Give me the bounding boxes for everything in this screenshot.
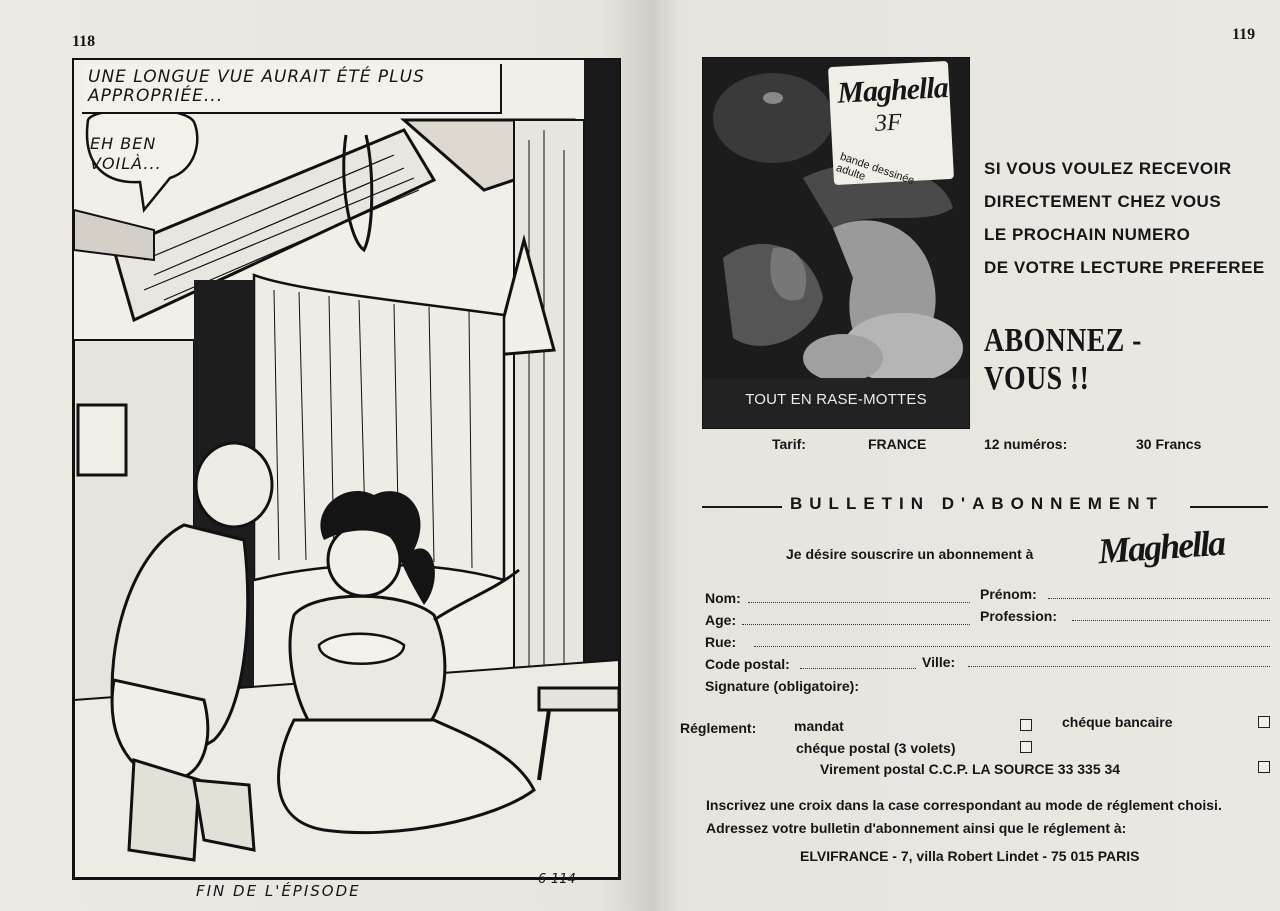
tarif-label: Tarif: xyxy=(772,436,806,452)
profession-field[interactable] xyxy=(1072,620,1270,621)
tarif-country: FRANCE xyxy=(868,436,927,452)
subscription-text: Je désire souscrire un abonnement à xyxy=(786,546,1034,562)
code-postal-field[interactable] xyxy=(800,668,916,669)
prenom-field[interactable] xyxy=(1048,598,1270,599)
tarif-issues: 12 numéros: xyxy=(984,436,1068,452)
divider-right xyxy=(1190,506,1268,508)
virement-label: Virement postal C.C.P. LA SOURCE 33 335 34 xyxy=(820,761,1121,777)
instruction-line: Adressez votre bulletin d'abonnement ainsi que le réglement à: xyxy=(706,820,1127,836)
cheque-bancaire-label: chéque bancaire xyxy=(1062,714,1173,730)
rue-field[interactable] xyxy=(754,646,1270,647)
cover-price: 3F xyxy=(874,109,903,137)
nom-field[interactable] xyxy=(748,602,970,603)
promo-text xyxy=(984,152,1265,284)
prenom-label: Prénom: xyxy=(980,586,1037,602)
subscribe-headline: ABONNEZ - VOUS !! xyxy=(984,322,1142,397)
age-field[interactable] xyxy=(742,624,970,625)
comic-illustration xyxy=(74,60,619,878)
reglement-label: Réglement: xyxy=(680,720,757,736)
subscription-logo: Maghella xyxy=(1096,522,1226,572)
virement-checkbox[interactable] xyxy=(1258,761,1270,773)
rue-label: Rue: xyxy=(705,634,737,650)
cheque-bancaire-checkbox[interactable] xyxy=(1258,716,1270,728)
mailing-address: ELVIFRANCE - 7, villa Robert Lindet - 75 015 PARIS xyxy=(800,848,1140,864)
promo-line: DIRECTEMENT CHEZ VOUS xyxy=(984,192,1222,211)
page-number-left: 118 xyxy=(72,33,96,50)
age-label: Age: xyxy=(705,612,737,628)
bulletin-title: BULLETIN D'ABONNEMENT xyxy=(790,494,1164,513)
ville-field[interactable] xyxy=(968,666,1270,667)
caption-box: UNE LONGUE VUE AURAIT ÉTÉ PLUS APPROPRIÉE... xyxy=(82,64,502,114)
cover-subtitle: bande dessinée adulte xyxy=(834,150,916,188)
comic-panel xyxy=(72,58,621,880)
speech-bubble-text: EH BEN VOILÀ... xyxy=(90,134,162,173)
cover-logo-box xyxy=(828,61,954,188)
nom-label: Nom: xyxy=(705,590,741,606)
cover-logo: Maghella xyxy=(836,71,949,110)
promo-line: SI VOUS VOULEZ RECEVOIR xyxy=(984,159,1232,178)
tarif-price: 30 Francs xyxy=(1136,436,1202,452)
promo-line: LE PROCHAIN NUMERO xyxy=(984,225,1191,244)
page-code: 6-114 xyxy=(538,872,576,887)
code-postal-label: Code postal: xyxy=(705,656,790,672)
signature-label: Signature (obligatoire): xyxy=(705,678,859,694)
instruction-line: Inscrivez une croix dans la case correspondant au mode de réglement choisi. xyxy=(706,797,1222,813)
cheque-postal-checkbox[interactable] xyxy=(1020,741,1032,753)
divider-left xyxy=(702,506,782,508)
cheque-postal-label: chéque postal (3 volets) xyxy=(796,740,956,756)
cover-title: TOUT EN RASE-MOTTES xyxy=(745,391,927,408)
mandat-checkbox[interactable] xyxy=(1020,719,1032,731)
episode-end-text: FIN DE L'ÉPISODE xyxy=(196,882,361,900)
mandat-label: mandat xyxy=(794,718,844,734)
magazine-cover xyxy=(702,57,970,429)
ville-label: Ville: xyxy=(922,654,956,670)
page-number-right: 119 xyxy=(1232,26,1256,43)
right-page xyxy=(650,0,1280,911)
promo-line: DE VOTRE LECTURE PREFEREE xyxy=(984,258,1265,277)
profession-label: Profession: xyxy=(980,608,1058,624)
